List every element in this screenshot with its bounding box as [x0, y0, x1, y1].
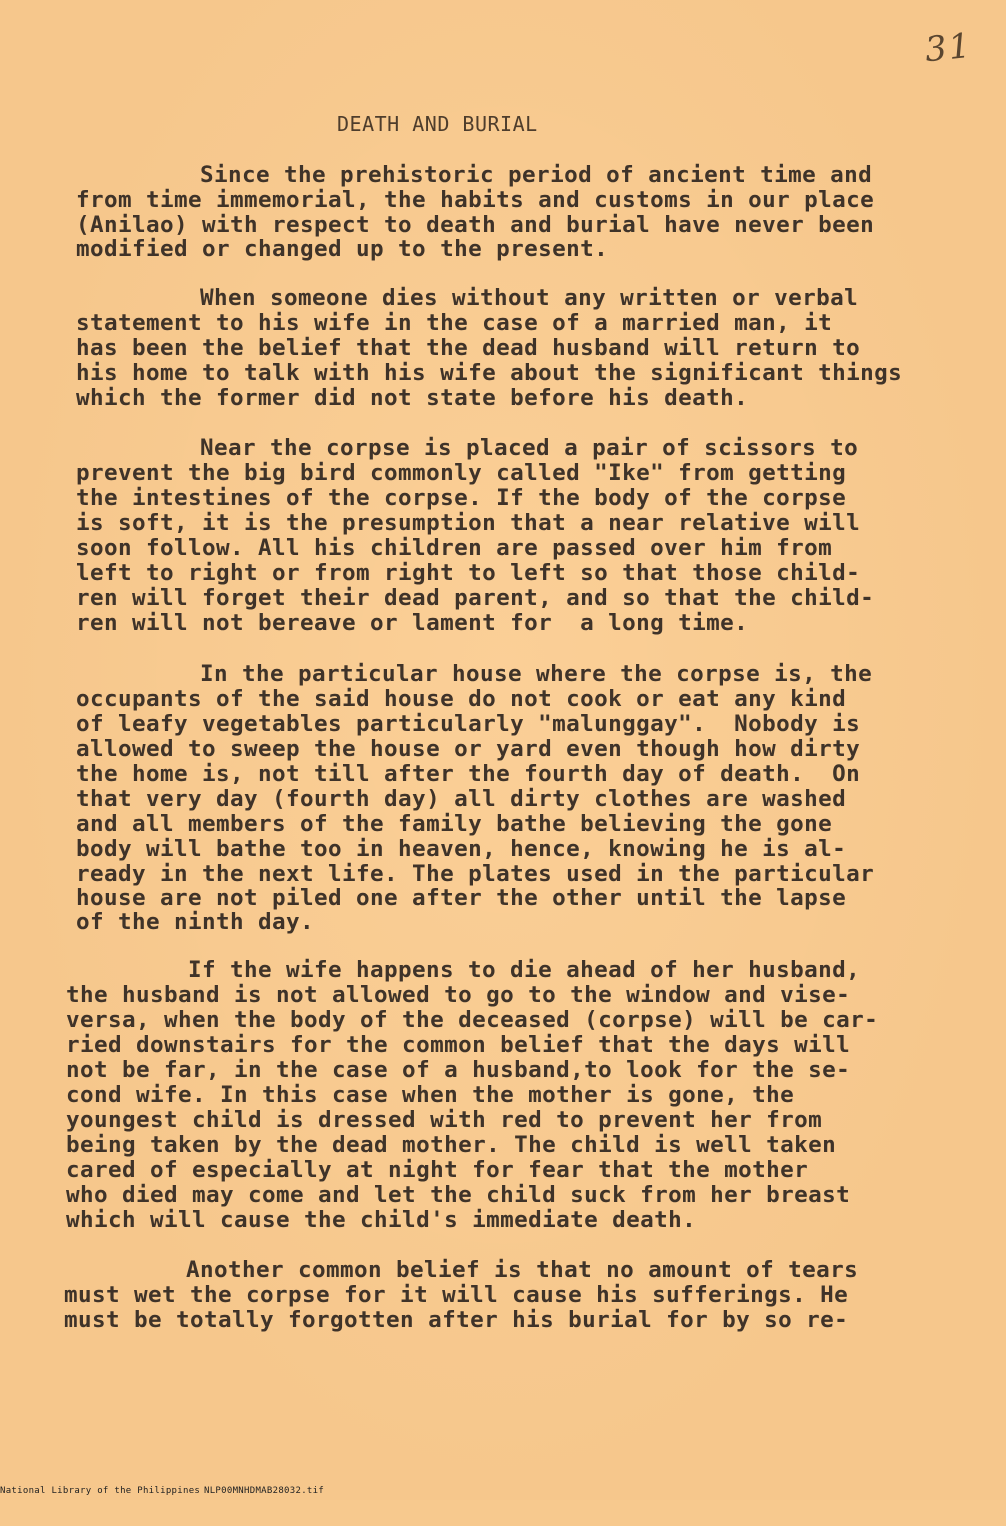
text-line: not be far, in the case of a husband,to look for the se- — [66, 1057, 851, 1083]
text-line: allowed to sweep the house or yard even though how dirty — [76, 736, 861, 762]
text-line: left to right or from right to left so that those child- — [76, 560, 861, 586]
text-line: the intestines of the corpse. If the body of the corpse — [76, 485, 847, 511]
text-line: ready in the next life. The plates used in the particular — [76, 861, 875, 887]
text-line: that very day (fourth day) all dirty clothes are washed — [76, 786, 847, 812]
text-line: body will bathe too in heaven, hence, knowing he is al- — [76, 836, 847, 862]
text-line: statement to his wife in the case of a married man, it — [76, 310, 833, 336]
text-line: If the wife happens to die ahead of her husband, — [188, 957, 861, 983]
document-title: DEATH AND BURIAL — [337, 112, 538, 136]
text-line: which will cause the child's immediate death. — [66, 1207, 697, 1233]
text-line: Another common belief is that no amount of tears — [186, 1257, 859, 1283]
filename-label: NLP00MNHDMAB28032.tif — [204, 1486, 325, 1496]
text-line: of leafy vegetables particularly "malunggay". Nobody is — [76, 711, 861, 737]
text-line: prevent the big bird commonly called "Ike" from getting — [76, 460, 847, 486]
text-line: cond wife. In this case when the mother is gone, the — [66, 1082, 795, 1108]
text-line: versa, when the body of the deceased (corpse) will be car- — [66, 1007, 879, 1033]
text-line: In the particular house where the corpse is, the — [200, 661, 873, 687]
text-line: youngest child is dressed with red to prevent her from — [66, 1107, 823, 1133]
text-line: from time immemorial, the habits and customs in our place — [76, 187, 875, 213]
text-line: house are not piled one after the other until the lapse — [76, 885, 847, 911]
text-line: has been the belief that the dead husband will return to — [76, 335, 861, 361]
text-line: must be totally forgotten after his burial for by so re- — [64, 1307, 849, 1333]
text-line: who died may come and let the child suck from her breast — [66, 1182, 851, 1208]
text-line: of the ninth day. — [76, 909, 315, 935]
text-line: the home is, not till after the fourth day of death. On — [76, 761, 861, 787]
text-line: occupants of the said house do not cook or eat any kind — [76, 686, 847, 712]
text-line: Since the prehistoric period of ancient time and — [200, 162, 873, 188]
text-line: cared of especially at night for fear that the mother — [66, 1157, 809, 1183]
text-line: which the former did not state before his death. — [76, 385, 749, 411]
handwritten-page-number: 31 — [923, 25, 975, 71]
text-line: being taken by the dead mother. The child is well taken — [66, 1132, 837, 1158]
scan-footer — [0, 1486, 325, 1526]
text-line: modified or changed up to the present. — [76, 236, 609, 262]
text-line: is soft, it is the presumption that a near relative will — [76, 510, 861, 536]
text-line: Near the corpse is placed a pair of scissors to — [200, 435, 859, 461]
text-line: soon follow. All his children are passed over him from — [76, 535, 833, 561]
text-line: ried downstairs for the common belief that the days will — [66, 1032, 851, 1058]
text-line: must wet the corpse for it will cause his sufferings. He — [64, 1282, 849, 1308]
text-line: the husband is not allowed to go to the window and vise- — [66, 982, 851, 1008]
library-label: National Library of the Philippines — [0, 1486, 201, 1496]
text-line: ren will not bereave or lament for a long time. — [76, 610, 749, 636]
text-line: When someone dies without any written or verbal — [200, 285, 859, 311]
text-line: and all members of the family bathe believing the gone — [76, 811, 833, 837]
text-line: ren will forget their dead parent, and so that the child- — [76, 585, 875, 611]
text-line: (Anilao) with respect to death and burial have never been — [76, 212, 875, 238]
text-line: his home to talk with his wife about the significant things — [76, 360, 903, 386]
